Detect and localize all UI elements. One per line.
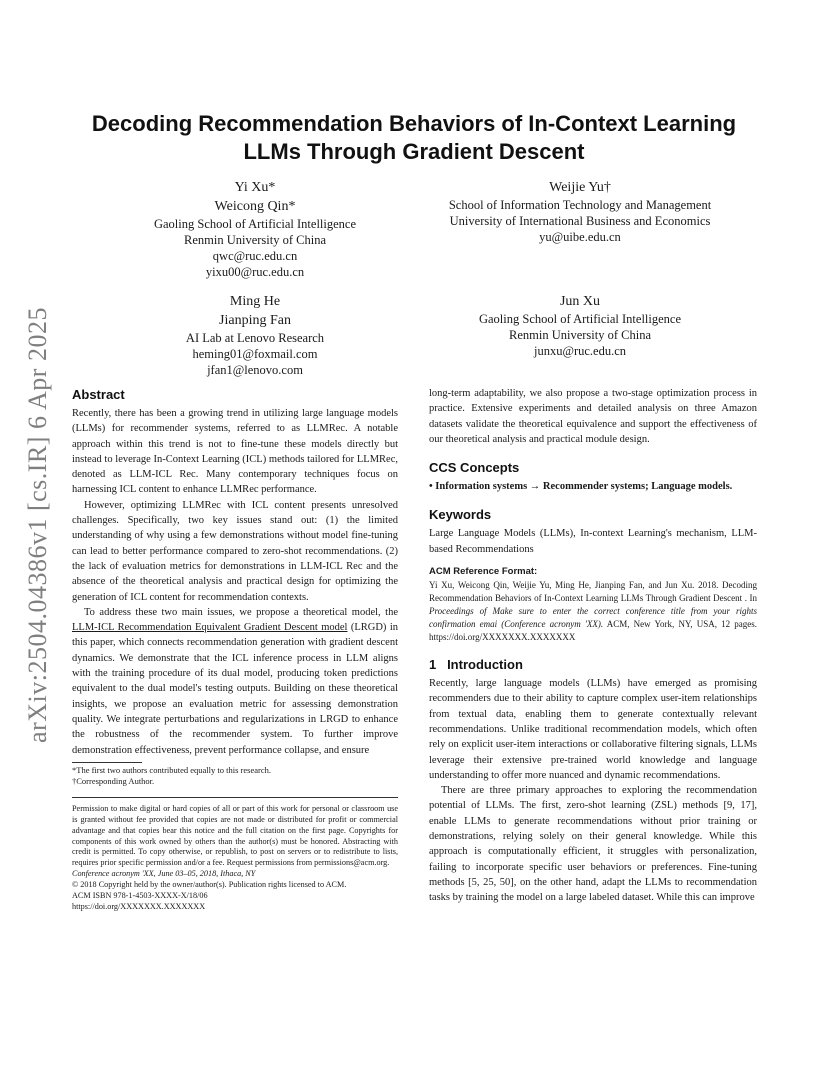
title-line-1: Decoding Recommendation Behaviors of In-Context Learning — [91, 111, 737, 136]
author-name: Weijie Yu† — [549, 180, 611, 195]
acm-ref-part: ACM, New York, NY, USA, 12 pages. https://doi.org/XXXXXXX.XXXXXXX — [429, 619, 757, 643]
left-column — [72, 386, 398, 913]
affiliation-line: AI Lab at Lenovo Research — [185, 331, 325, 345]
abstract-paragraph: However, optimizing LLMRec with ICL content presents unresolved challenges. Specifically, two key issues stand out: (1) the limited understanding of why using a few demonstrations without model fine-tuning can lead to better performance compared to zero-shot recommendations. (2) the lack of evaluation metrics for demonstrations in LLM-ICL Rec and the absence of the theoretical analysis and practical design for optimizing the generation of ICL content for recommendation contexts. — [72, 499, 398, 603]
paper-title — [70, 110, 758, 166]
author-block-3 — [110, 292, 400, 378]
acm-ref-text — [429, 579, 757, 644]
author-email[interactable]: junxu@ruc.edu.cn — [533, 344, 627, 358]
author-email[interactable]: qwc@ruc.edu.cn — [212, 249, 298, 263]
ccs-concepts: • Information systems → Recommender systems; Language models. — [429, 481, 733, 493]
conference-line: Conference acronym 'XX, June 03–05, 2018, Ithaca, NY — [72, 869, 256, 879]
footnote-divider — [72, 762, 142, 763]
author-block-4 — [420, 292, 740, 359]
arxiv-stamp — [18, 300, 58, 750]
author-block-2 — [420, 178, 740, 245]
keywords-text: Large Language Models (LLMs), In-context Learning's mechanism, LLM-based Recommendations — [429, 528, 757, 555]
footnote-corresponding: †Corresponding Author. — [72, 775, 155, 786]
footnote-equal-contribution: *The first two authors contributed equally to this research. — [72, 764, 271, 775]
author-name: Jun Xu — [559, 294, 601, 309]
arxiv-id: arXiv:2504.04386v1 [cs.IR] 6 Apr 2025 — [23, 307, 52, 743]
permission-notice: Permission to make digital or hard copies of all or part of this work for personal or classroom use is granted without fee provided that copies are not made or distributed for profit or commercial advantage and that copies bear this notice and the full citation on the first page. Copyrights for components of this work owned by others than the author(s) must be honored. Abstracting with credit is permitted. To copy otherwise, or republish, to post on servers or to redistribute to lists, requires prior specific permission and/or a fee. Request permissions from permissions@acm.org. — [72, 803, 398, 868]
abstract-heading: Abstract — [72, 387, 125, 402]
author-name: Yi Xu* — [234, 180, 276, 195]
permission-divider — [72, 797, 398, 798]
title-line-2: LLMs Through Gradient Descent — [243, 139, 585, 164]
intro-paragraph: There are three primary approaches to exploring the recommendation potential of LLMs. The first, zero-shot learning (ZSL) methods [9, 17], enable LLMs to generate recommendations without prior training or demonstrations, relying solely on their general knowledge. While this approach is computationally efficient, it struggles with personalization, failing to incorporate specific user behaviors or preferences. Fine-tuning methods [5, 25, 50], on the other hand, adapt the LLMs to recommendation tasks by training the model on a large labeled dataset. While this can improve — [429, 785, 757, 904]
affiliation-line: Renmin University of China — [184, 233, 326, 247]
author-email[interactable]: jfan1@lenovo.com — [207, 363, 303, 377]
abstract-paragraph: Recently, there has been a growing trend in utilizing large language models (LLMs) for recommender systems, referred to as LLMRec. A notable approach within this trend is not to fine-tune these models directly but instead to leverage In-Context Learning (ICL) methods tailored for LLMRec, denoted as LLM-ICL Rec. Many contemporary techniques focus on harnessing ICL content to enhance LLMRec performance. — [72, 408, 398, 496]
isbn-line: ACM ISBN 978-1-4503-XXXX-X/18/06 — [72, 891, 208, 901]
doi-link[interactable]: https://doi.org/XXXXXXX.XXXXXXX — [72, 901, 206, 911]
affiliation-line: University of International Business and Economics — [449, 214, 711, 228]
author-email[interactable]: yixu00@ruc.edu.cn — [205, 265, 305, 279]
affiliation-line: School of Information Technology and Management — [448, 198, 712, 212]
abstract-continuation: long-term adaptability, we also propose a two-stage optimization process in practice. Extensive experiments and detailed analysis on three Amazon datasets validate the theoretical equivalence and support the effectiveness of our theoretical analysis and practical module design. — [429, 388, 757, 445]
introduction-heading: 1 Introduction — [429, 657, 523, 673]
author-email[interactable]: heming01@foxmail.com — [192, 347, 318, 361]
acm-ref-heading: ACM Reference Format: — [429, 566, 538, 578]
keywords-heading: Keywords — [429, 507, 492, 523]
acm-ref-venue: Proceedings of Make sure to enter the correct conference title from your rights confirmation emai (Conference acronym 'XX). — [429, 606, 757, 630]
model-name: LLM-ICL Recommendation Equivalent Gradient Descent model — [72, 622, 348, 634]
intro-paragraph: Recently, large language models (LLMs) have emerged as promising recommenders due to their ability to capture complex user-item relationships from textual data, enabling them to generate contextually relevant recommendations. Unlike traditional recommendation models, which often rely on explicit user-item interactions or collaborative filtering signals, LLMs leverage their extensive pre-trained world knowledge and language understanding to offer more nuanced and dynamic recommendations. — [429, 678, 757, 781]
author-email[interactable]: yu@uibe.edu.cn — [539, 230, 621, 244]
affiliation-line: Gaoling School of Artificial Intelligence — [478, 312, 682, 326]
right-column — [429, 386, 757, 906]
author-name: Weicong Qin* — [214, 199, 296, 214]
abstract-text: To address these two main issues, we propose a theoretical model, the — [84, 606, 398, 618]
author-block-1 — [110, 178, 400, 280]
author-name: Jianping Fan — [219, 313, 291, 328]
author-name: Ming He — [229, 294, 281, 309]
copyright-line: © 2018 Copyright held by the owner/author(s). Publication rights licensed to ACM. — [72, 880, 347, 890]
affiliation-line: Renmin University of China — [509, 328, 651, 342]
abstract-text: (LRGD) in this paper, which connects recommendation generation with gradient descent dynamics. We demonstrate that the ICL inference process in LLM aligns with the training procedure of its dual model, producing token predictions equivalent to the dual model's testing outputs. Building on these theoretical insights, we propose an evaluation metric for assessing demonstration quality. We integrate perturbations and regularizations in LRGD to enhance the robustness of the recommender system. To further improve demonstration effectiveness, prevent performance collapse, and ensure — [72, 622, 398, 756]
ccs-heading: CCS Concepts — [429, 460, 520, 476]
abstract-paragraph — [72, 605, 398, 758]
affiliation-line: Gaoling School of Artificial Intelligence — [153, 217, 357, 231]
acm-ref-part: Yi Xu, Weicong Qin, Weijie Yu, Ming He, Jianping Fan, and Jun Xu. 2018. Decoding Recommendation Behaviors of In-Context Learning LLMs Through Gradient Descent . In — [429, 580, 757, 604]
